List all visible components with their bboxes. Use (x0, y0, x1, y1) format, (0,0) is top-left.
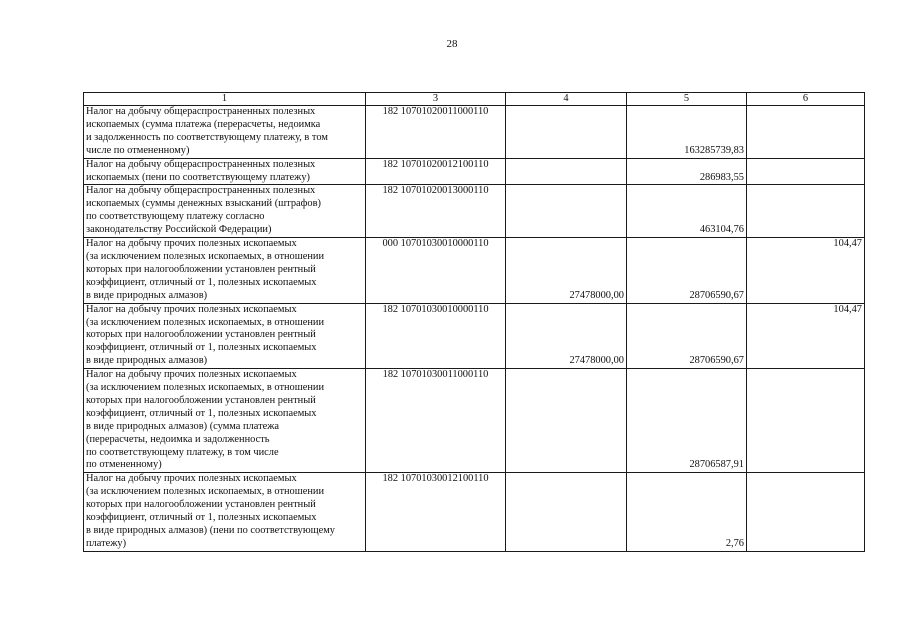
row-col6: 104,47 (747, 238, 865, 304)
row-name: Налог на добычу общераспространенных полезных ископаемых (суммы денежных взысканий (штрафов) по соответствующему платежу согласно законодательству Российской Федерации) (84, 185, 366, 238)
row-code: 182 10701030012100110 (366, 473, 506, 551)
row-col6 (747, 185, 865, 238)
header-col-5: 5 (627, 93, 747, 106)
row-col4: 27478000,00 (506, 303, 627, 369)
row-col5: 463104,76 (627, 185, 747, 238)
table-row (84, 238, 865, 304)
row-code: 182 10701030011000110 (366, 369, 506, 473)
row-col5: 28706587,91 (627, 369, 747, 473)
row-col5: 28706590,67 (627, 238, 747, 304)
header-col-3: 3 (366, 93, 506, 106)
table-row (84, 473, 865, 551)
row-name: Налог на добычу прочих полезных ископаемых (за исключением полезных ископаемых, в отношении которых при налогообложении установлен рентный коэффициент, отличный от 1, полезных ископаемых в виде природных алмазов) (пени по соответствующему платежу) (84, 473, 366, 551)
table-row (84, 303, 865, 369)
header-col-1: 1 (84, 93, 366, 106)
row-col4 (506, 369, 627, 473)
row-name: Налог на добычу общераспространенных полезных ископаемых (сумма платежа (перерасчеты, недоимка и задолженность по соответствующему платежу, в том числе по отмененному) (84, 106, 366, 159)
row-code: 000 10701030010000110 (366, 238, 506, 304)
row-name: Налог на добычу прочих полезных ископаемых (за исключением полезных ископаемых, в отношении которых при налогообложении установлен рентный коэффициент, отличный от 1, полезных ископаемых в виде природных алмазов) (84, 238, 366, 304)
table-row (84, 158, 865, 185)
row-col4 (506, 473, 627, 551)
table-body (84, 106, 865, 552)
table-row (84, 369, 865, 473)
row-col5: 28706590,67 (627, 303, 747, 369)
row-code: 182 10701020012100110 (366, 158, 506, 185)
header-col-6: 6 (747, 93, 865, 106)
row-col4 (506, 158, 627, 185)
budget-revenue-table (83, 92, 865, 552)
row-col6 (747, 473, 865, 551)
row-col6 (747, 369, 865, 473)
table-row (84, 106, 865, 159)
row-code: 182 10701030010000110 (366, 303, 506, 369)
table-header (84, 93, 865, 106)
row-col6 (747, 158, 865, 185)
row-col4 (506, 185, 627, 238)
row-name: Налог на добычу прочих полезных ископаемых (за исключением полезных ископаемых, в отношении которых при налогообложении установлен рентный коэффициент, отличный от 1, полезных ископаемых в виде природных алмазов) (84, 303, 366, 369)
row-col6 (747, 106, 865, 159)
row-col4: 27478000,00 (506, 238, 627, 304)
row-col5: 2,76 (627, 473, 747, 551)
header-row (84, 93, 865, 106)
row-col6: 104,47 (747, 303, 865, 369)
row-name: Налог на добычу общераспространенных полезных ископаемых (пени по соответствующему платежу) (84, 158, 366, 185)
table-row (84, 185, 865, 238)
row-name: Налог на добычу прочих полезных ископаемых (за исключением полезных ископаемых, в отношении которых при налогообложении установлен рентный коэффициент, отличный от 1, полезных ископаемых в виде природных алмазов) (сумма платежа (перерасчеты, недоимка и задолженность по соответствующему платежу, в том числе по отмененному) (84, 369, 366, 473)
row-code: 182 10701020013000110 (366, 185, 506, 238)
row-code: 182 10701020011000110 (366, 106, 506, 159)
row-col4 (506, 106, 627, 159)
row-col5: 163285739,83 (627, 106, 747, 159)
row-col5: 286983,55 (627, 158, 747, 185)
header-col-4: 4 (506, 93, 627, 106)
page-number: 28 (446, 38, 458, 50)
